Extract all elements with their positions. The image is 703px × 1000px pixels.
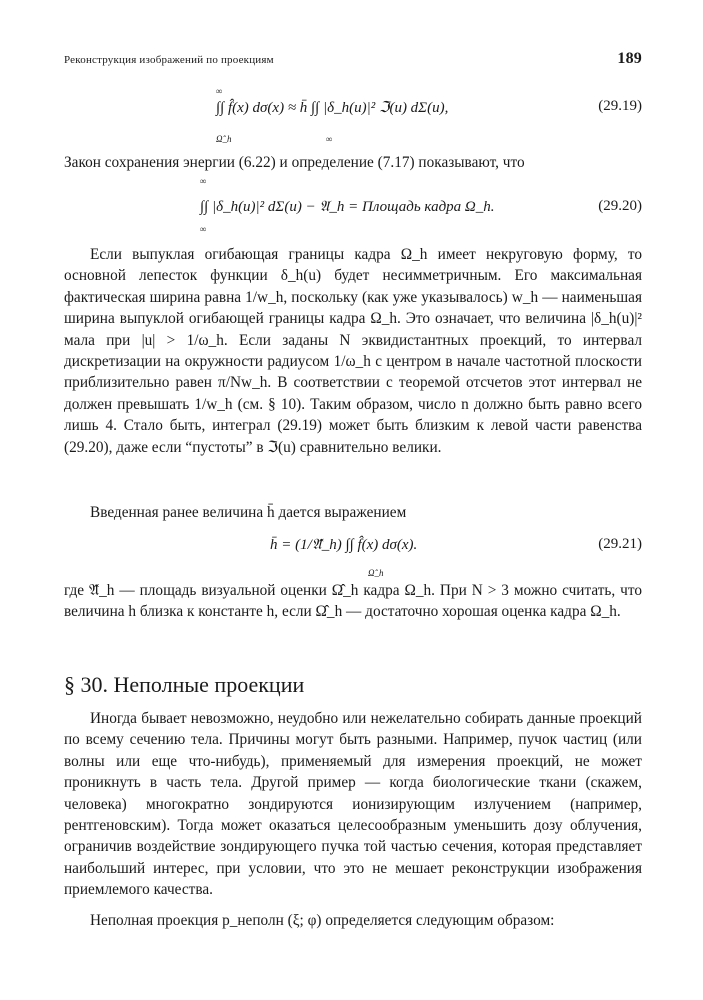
paragraph xyxy=(64,244,642,458)
equation-number: (29.21) xyxy=(598,536,642,552)
paragraph xyxy=(64,580,642,623)
paragraph xyxy=(64,708,642,901)
paragraph-text: где 𝔄̂_h — площадь визуальной оценки Ω̂_h кадра Ω_h. При N > 3 можно считать, что величина h близка к константе h, если Ω̂_h — достаточно хорошая оценка кадра Ω_h. xyxy=(64,582,642,621)
paragraph-text: Неполная проекция p_неполн (ξ; φ) определяется следующим образом: xyxy=(90,912,555,929)
equation-lower-limit: Ω̂_h xyxy=(216,134,232,144)
equation-29-19 xyxy=(64,86,642,144)
paragraph xyxy=(64,910,642,931)
equation-lower-limit: Ω̂_h xyxy=(368,568,384,578)
equation-29-20 xyxy=(64,176,642,234)
section-heading: § 30. Неполные проекции xyxy=(64,672,305,697)
paragraph-text: Иногда бывает невозможно, неудобно или нежелательно собирать данные проекций по всему сечению тела. Причины могут быть разными. Например, пучок частиц (или волны или еще что-нибудь), применяемый для измерения проекций, не может проникнуть в часть тела. Другой пример — когда биологические ткани (скажем, человека) многократно зондируются ионизирующим излучением (например, рентгеновским). Тогда может оказаться целесообразным уменьшить дозу облучения, ограничив воздействие зондирующего пучка той частью сечения, которая представляет наибольший интерес, при условии, что это не мешает реконструкции изображения приемлемого качества. xyxy=(64,710,642,899)
equation-upper-limit: ∞ xyxy=(200,176,207,186)
equation-number: (29.20) xyxy=(598,198,642,214)
equation-lower-limit: ∞ xyxy=(200,224,207,234)
equation-number: (29.19) xyxy=(598,98,642,114)
equation-upper-limit: ∞ xyxy=(216,86,223,96)
running-title: Реконструкция изображений по проекциям xyxy=(64,54,274,66)
equation-body: h̄ = (1/𝔄̂_h) ∫∫ f̂(x) dσ(x). xyxy=(270,537,418,553)
equation-lower-limit-right: ∞ xyxy=(326,134,333,144)
paragraph-text: Введенная ранее величина h̄ дается выражением xyxy=(90,504,407,521)
equation-body: ∫∫ |δ_h(u)|² dΣ(u) − 𝔄_h = Площадь кадра Ω_h. xyxy=(200,199,495,215)
page-number: 189 xyxy=(617,50,642,67)
paragraph xyxy=(64,502,642,523)
equation-body: ∫∫ f̂(x) dσ(x) ≈ h̄ ∫∫ |δ_h(u)|² ℑ(u) dΣ(u), xyxy=(216,100,449,116)
running-header xyxy=(64,50,642,70)
equation-29-21 xyxy=(64,528,642,578)
paragraph-text: Закон сохранения энергии (6.22) и определение (7.17) показывают, что xyxy=(64,154,525,171)
paragraph xyxy=(64,152,642,173)
paragraph-text: Если выпуклая огибающая границы кадра Ω_h имеет некруговую форму, то основной лепесток функции δ_h(u) будет несимметричным. Его максимальная фактическая ширина равна 1/w_h, поскольку (как уже указывалось) w_h — наименьшая ширина выпуклой огибающей границы кадра Ω_h. Это означает, что величина |δ_h(u)|² мала при |u| > 1/ω_h. Если заданы N эквидистантных проекций, то интервал дискретизации на окружности радиусом 1/ω_h с центром в начале частотной плоскости приблизительно равен π/Nw_h. В соответствии с теоремой отсчетов этот интервал не должен превышать 1/w_h (см. § 10). Таким образом, число n должно быть равно всего лишь 4. Стало быть, интеграл (29.19) может быть близким к левой части равенства (29.20), даже если “пустоты” в ℑ(u) сравнительно велики. xyxy=(64,246,642,456)
